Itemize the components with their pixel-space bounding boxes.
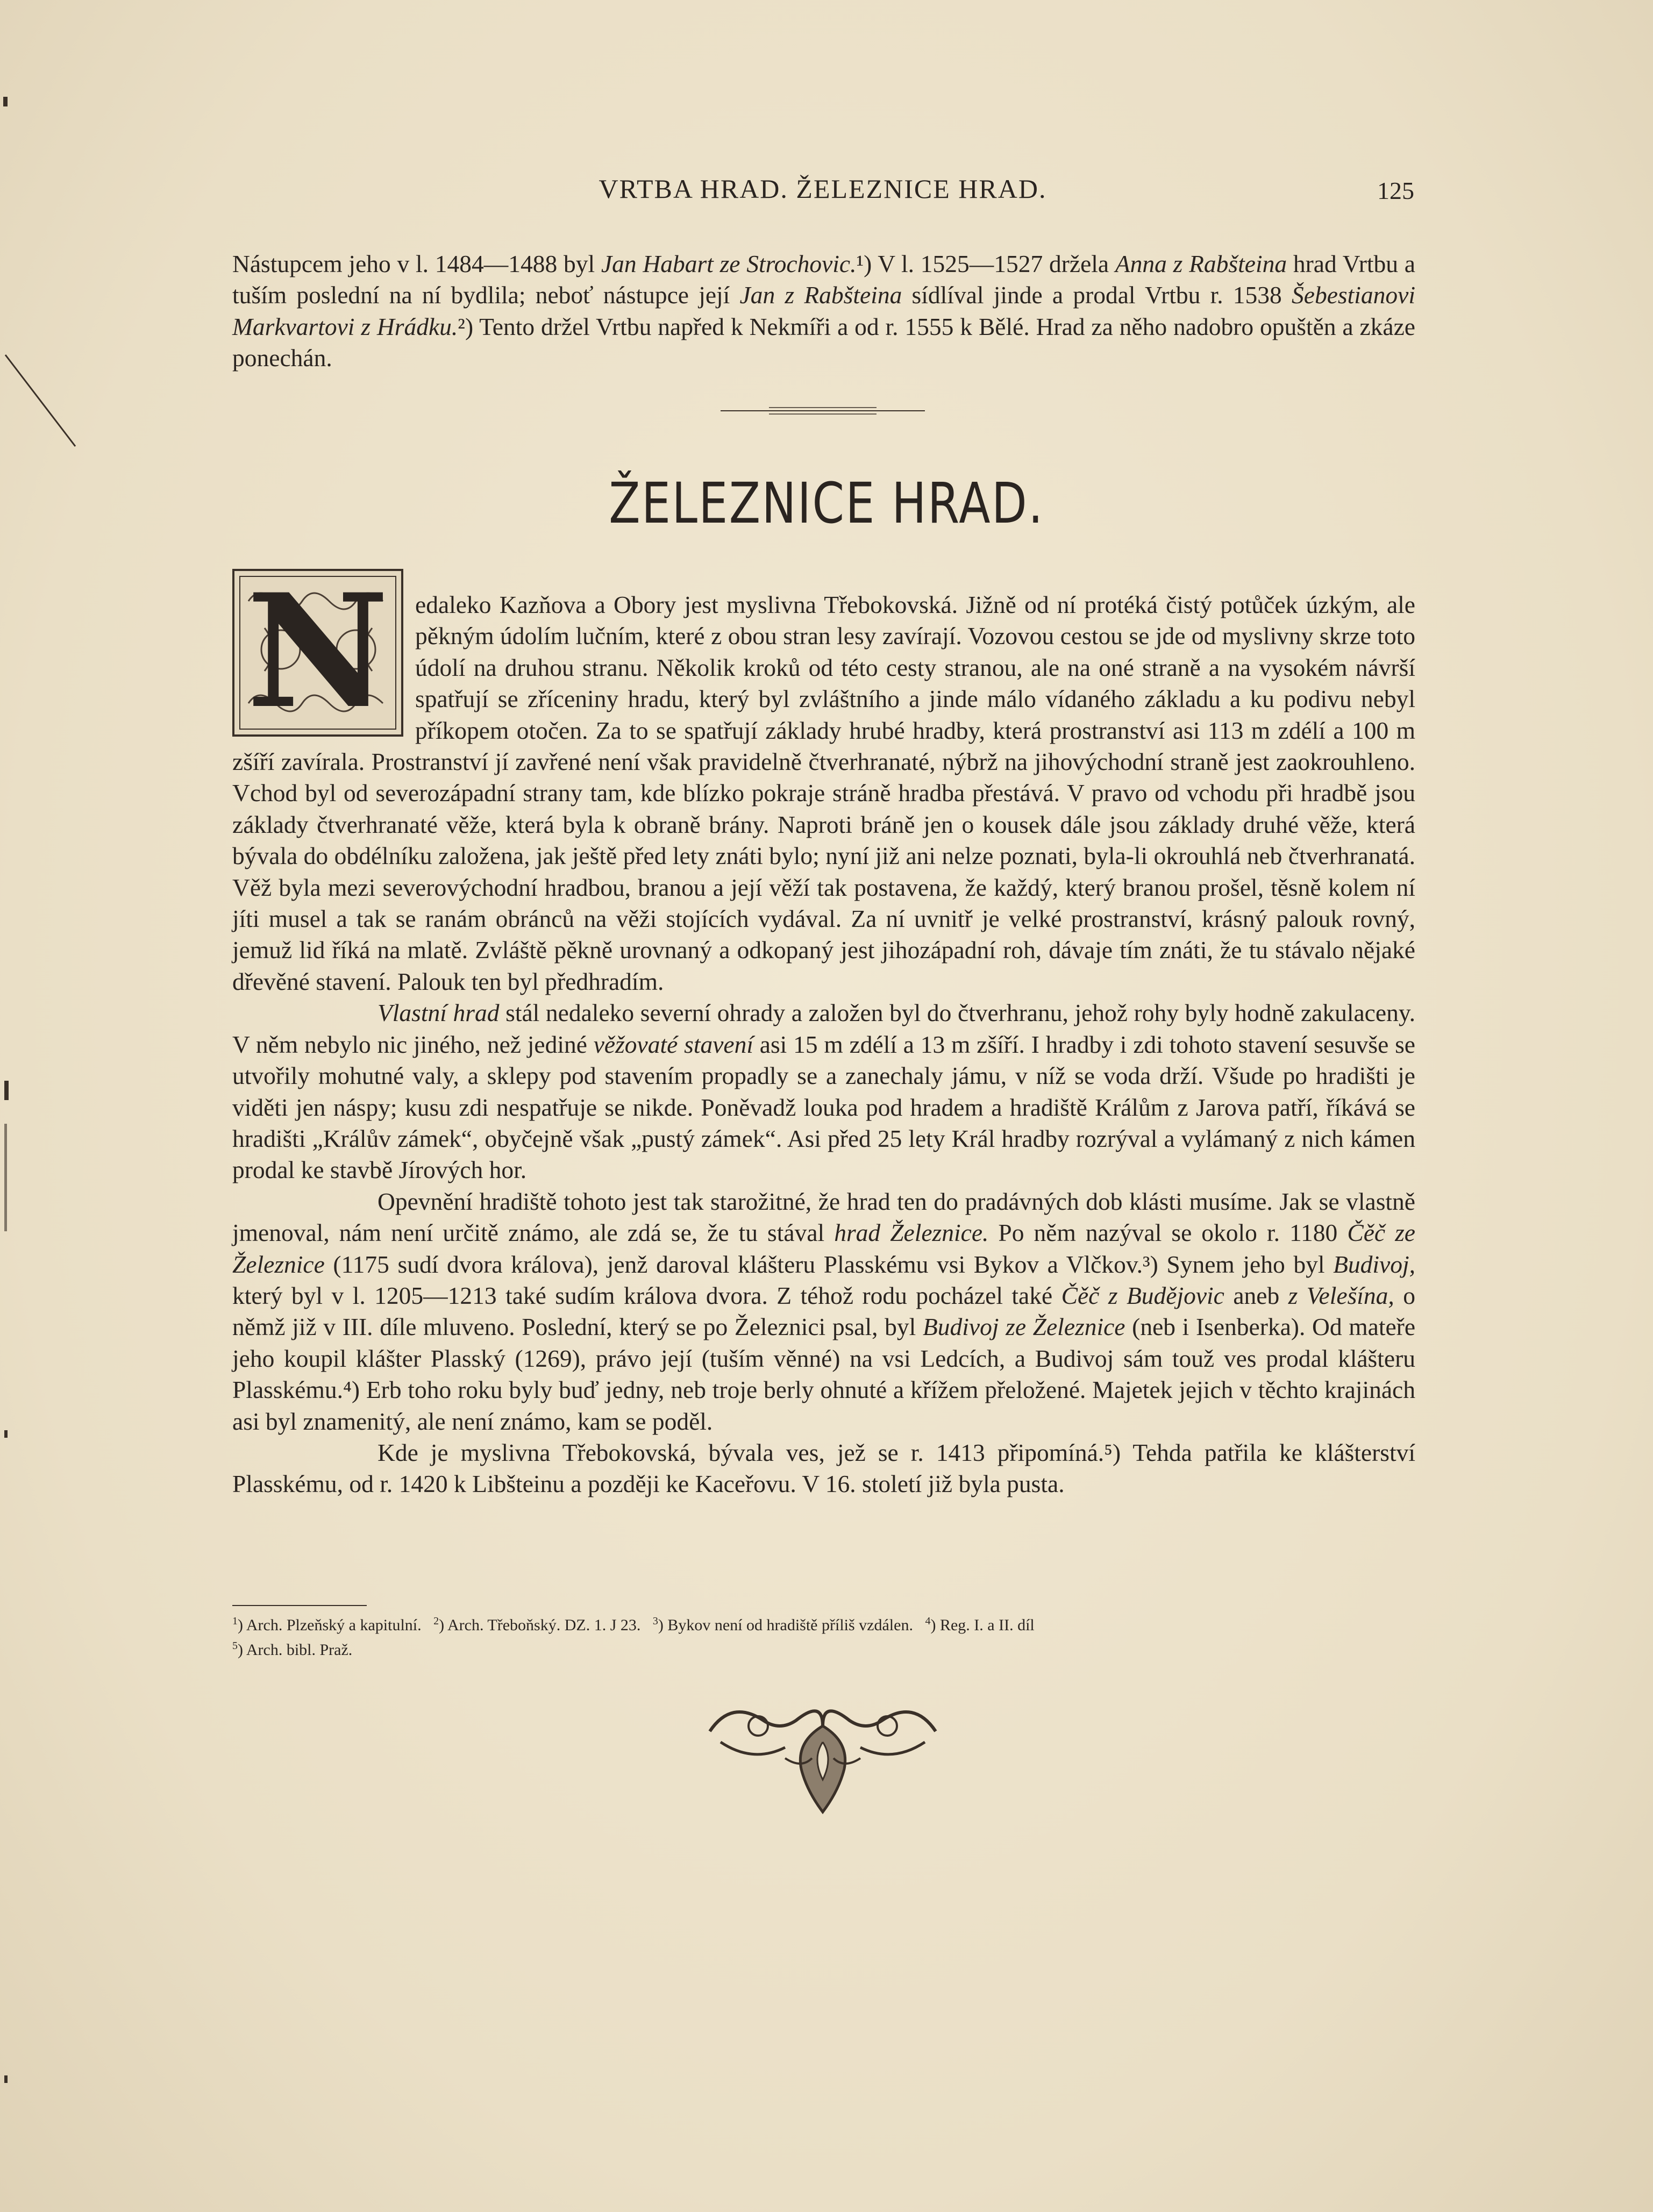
header xyxy=(231,173,1414,216)
paragraph-4: Kde je myslivna Třebokovská, bývala ves, jež se r. 1413 připomíná.⁵) Tehda patřila ke klášterství Plasskému, od r. 1420 k Libšteinu a později ke Kaceřovu. V 16. století již byla pusta. xyxy=(232,1438,1415,1498)
scan-edge-mark xyxy=(4,2075,8,2083)
footnote-mark: 5 xyxy=(232,1640,238,1652)
text-run: Opevnění hradiště tohoto jest tak starožitné, že hrad ten do pradávných dob klásti musíme. Jak se vlastně jmenoval, nám není určitě známo, ale zdá se, že tu stával xyxy=(232,1187,1415,1247)
footnotes xyxy=(232,1611,1415,1660)
text-run: aneb xyxy=(1224,1281,1288,1309)
dropcap-space xyxy=(232,589,415,746)
footnote: $^3$) Bykov není od hradiště příliš vzdálen. xyxy=(652,1615,913,1634)
italic-name: Jan z Rabšteina xyxy=(739,281,902,309)
italic-name: Jan Habart ze Strochovic. xyxy=(601,250,857,277)
italic-name: z Velešína, xyxy=(1288,1281,1394,1309)
intro-paragraph xyxy=(232,248,1415,374)
scan-edge-mark xyxy=(4,1124,7,1231)
text-run: hrad Vrtbu a tuším poslední na ní bydlila; neboť nástupce její xyxy=(232,250,1415,309)
footnote-text: Bykov není od hradiště příliš vzdálen. xyxy=(667,1616,913,1634)
running-head: VRTBA HRAD. ŽELEZNICE HRAD. xyxy=(598,174,1047,204)
italic-name: Čěč z Budějovic xyxy=(1061,1281,1224,1309)
footnote: $^1$) Arch. Plzeňský a kapitulní. xyxy=(232,1615,422,1634)
text-run: asi 15 m zdélí a 13 m zšíří. I hradby i zdi tohoto stavení sesuvše se utvořily mohutné valy, a sklepy pod stavením propadly se a zanechaly jámu, v níž se voda drží. Všude po hradišti je viděti jen náspy; kusu zdi nespatřuje se nikde. Poněvadž louka pod hradem a hradiště Králům z Jarova patří, říkává se hradišti „Králův zámek“, obyčejně však „pustý zámek“. Asi před 25 lety Král hradby rozrýval a vylámaný z nich kámen prodal ke stavbě Jírových hor. xyxy=(232,1030,1415,1184)
italic-name: Anna z Rabšteina xyxy=(1115,250,1287,277)
italic-term: věžovaté stavení xyxy=(593,1030,753,1058)
footnote: $^4$) Reg. I. a II. díl xyxy=(925,1615,1035,1634)
paragraph-3 xyxy=(232,1186,1415,1437)
text-run: Nástupcem jeho v l. 1484—1488 byl xyxy=(232,250,601,277)
footnote: $^2$) Arch. Třeboňský. DZ. 1. J 23. xyxy=(433,1615,641,1634)
main-text xyxy=(232,589,1415,1500)
footnote-text: Arch. Třeboňský. DZ. 1. J 23. xyxy=(447,1616,641,1634)
text-run: ¹) V l. 1525—1527 držela xyxy=(856,250,1115,277)
text-run: o němž již v III. díle mluveno. Poslední, který se po Železnici psal, byl xyxy=(232,1281,1416,1341)
italic-name: Čěč ze Železnice xyxy=(232,1219,1416,1278)
scan-edge-line xyxy=(0,344,86,452)
paragraph-2 xyxy=(232,997,1415,1186)
text-run: (neb i Isenberka). Od mateře jeho koupil klášter Plasský (1269), právo její (tuším věnné) na vsi Ledcích, a Budivoj sám touž ves prodal klášteru Plasskému.⁴) Erb toho roku byly buď jedny, neb troje berly ohnuté a křížem přeložené. Majetek jejich v těchto krajinách asi byl znamenitý, ale není známo, kam se poděl. xyxy=(232,1313,1416,1435)
footnote-text: Arch. Plzeňský a kapitulní. xyxy=(246,1616,422,1634)
section-title: ŽELEZNICE HRAD. xyxy=(609,470,1044,536)
scan-edge-mark xyxy=(4,1081,9,1100)
page-number: 125 xyxy=(1377,177,1414,204)
footnote-text: Arch. bibl. Praž. xyxy=(246,1641,353,1659)
dropcap-letter: N xyxy=(246,569,389,737)
footnote-mark: 2 xyxy=(433,1615,439,1627)
text-run: stál nedaleko severní ohrady a založen byl do čtverhranu, jehož rohy byly hodně zakulaceny. V něm nebylo nic jiného, než jediné xyxy=(232,999,1415,1058)
text-run: sídlíval jinde a prodal Vrtbu r. 1538 xyxy=(902,281,1292,309)
tailpiece-ornament xyxy=(699,1694,946,1817)
text-run: (1175 sudí dvora králova), jenž daroval klášteru Plasskému vsi Bykov a Vlčkov.³) Synem jeho byl xyxy=(324,1250,1334,1278)
footnote-mark: 3 xyxy=(652,1615,658,1627)
text-run: Po něm nazýval se okolo r. 1180 xyxy=(988,1219,1348,1247)
italic-term: hrad Železnice. xyxy=(834,1219,989,1247)
scan-edge-mark xyxy=(4,1430,8,1438)
italic-name: Budivoj, xyxy=(1333,1250,1415,1278)
italic-name: Šebestianovi Markvartovi z Hrádku. xyxy=(232,281,1415,340)
paragraph-1: edaleko Kazňova a Obory jest myslivna Třebokovská. Jižně od ní protéká čistý potůček úzkým, ale pěkným údolím lučním, které z obou stran lesy zavírají. Vozovou cestou se jde od myslivny skrze toto údolí na druhou stranu. Několik kroků od této cesty stranou, ale na oné straně a na vysokém návrší spatřují se zříceniny hradu, který byl zvláštního a jinde málo vídaného základu a ku podivu nebyl příkopem otočen. Za to se spatřují základy hrubé hradby, která prostranství asi 113 m zdélí a 100 m zšíří zavírala. Prostranství jí zavřené není však pravidelně čtverhranaté, nýbrž na jihovýchodní straně jest zaokrouhleno. Vchod byl od severozápadní strany tam, kde blízko pokraje stráně hradba přestává. V pravo od vchodu při hradbě jsou základy čtverhranaté věže, která byla k obraně brány. Naproti bráně jen o kousek dále jsou základy druhé věže, která bývala do obdélníku založena, jak ještě před lety znáti bylo; nyní již ani nelze poznati, byla-li okrouhlá neb čtverhranatá. Věž byla mezi severovýchodní hradbou, branou a její věží tak postavena, že každý, který branou prošel, těsně kolem ní jíti musel a tak se ranám obránců na věži stojících vydával. Za ní uvnitř je velké prostranství, krásný palouk rovný, jemuž lid říká na mlatě. Zvláště pěkně urovnaný a odkopaný jest jihozápadní roh, dávaje tím znáti, že tu stávalo nějaké dřevěné stavení. Palouk ten byl předhradím. xyxy=(232,591,1415,995)
footnote-mark: 4 xyxy=(925,1615,931,1627)
footnote-mark: 1 xyxy=(232,1615,238,1627)
section-divider xyxy=(721,404,925,417)
text-run: ²) Tento držel Vrtbu napřed k Nekmíři a od r. 1555 k Bělé. Hrad za něho nadobro opuštěn a zkáze ponechán. xyxy=(232,312,1416,372)
scan-edge-mark xyxy=(3,97,8,106)
italic-name: Budivoj ze Železnice xyxy=(922,1313,1125,1341)
footnote: $^5$) Arch. bibl. Praž. xyxy=(232,1640,353,1659)
italic-term: Vlastní hrad xyxy=(377,999,500,1027)
footnote-rule xyxy=(232,1605,367,1606)
footnote-text: Reg. I. a II. díl xyxy=(939,1616,1035,1634)
text-run: který byl v l. 1205—1213 také sudím králova dvora. Z téhož rodu pocházel také xyxy=(232,1281,1061,1309)
